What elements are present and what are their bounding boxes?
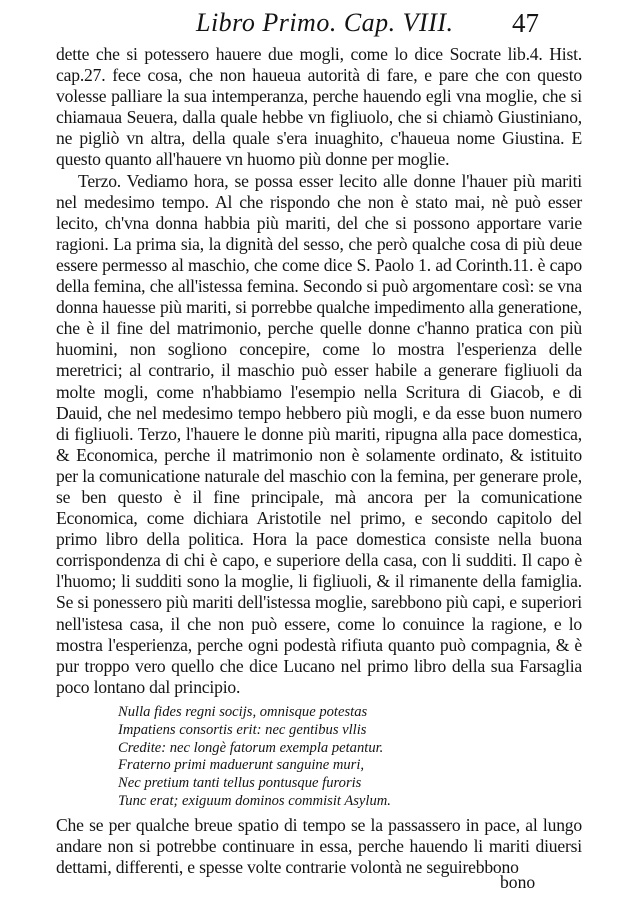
page-number: 47 bbox=[512, 8, 539, 38]
paragraph-final: Che se per qualche breue spatio di tempo se la passassero in pace, al lungo andare non si potrebbe continuare in essa, perche hauendo li mariti diuersi dettami, differenti, e spesse volte contrarie volontà ne seguirebbono bbox=[56, 814, 582, 877]
verse-line: Fraterno primi maduerunt sanguine muri, bbox=[118, 757, 365, 774]
paragraph-terzo: Terzo. Vediamo hora, se possa esser lecito alle donne l'hauer più mariti nel medesimo tempo. Al che rispondo che non è stato mai, nè può esser lecito, ch'vna donna habbia più mariti, del che si possono apportare varie ragioni. La prima sia, la dignità del sesso, che però qualche cosa di più deue essere permesso al maschio, che come dice S. Paolo 1. ad Corinth.11. è capo della femina, che all'istessa femina. Secondo si può argomentare così: se vna donna hauesse più mariti, si porrebbe qualche impedimento alla generatione, che è il fine del matrimonio, perche quelle donne c'hanno pratica con più huomini, non sogliono concepire, come lo mostra l'esperienza delle meretrici; al contrario, il maschio può esser habile a generare figliuoli da molte mogli, come n'habbiamo l'esempio nella Scritura di Giacob, e di Dauid, che nel medesimo tempo hebbero più mogli, e da esse buon numero di figliuoli. Terzo, l'hauere le donne più mariti, ripugna alla pace domestica, & Economica, perche il matrimonio non è solamente ordinato, & istituito per la comunicatione naturale del maschio con la femina, per generare prole, se ben questo è il fine principale, mà ancora per la comunicatione Economica, come dichiara Aristotile nel primo, e secondo capitolo del primo libro della politica. Hora la pace domestica consiste nella buona corrispondenza di chi è capo, e superiore della casa, con li sudditi. Il capo è l'huomo; li sudditi sono la moglie, li figliuoli, & il rimanente della famiglia. Se si ponessero più mariti dell'istessa moglie, sarebbono più capi, e superiori nell'istesa casa, il che non può essere, come lo conuince la ragione, e lo mostra l'esperienza, perche ogni podestà rifiuta quanto può compagnia, & è pur troppo vero quello che dice Lucano nel primo libro della sua Farsaglia poco lontano dal principio. bbox=[56, 170, 582, 697]
verse-line: Impatiens consortis erit: nec gentibus vllis bbox=[118, 721, 367, 738]
page-body bbox=[56, 44, 582, 878]
verse-line: Nec pretium tanti tellus pontusque furoris bbox=[118, 775, 362, 792]
verse-line: Nulla fides regni socijs, omnisque potestas bbox=[118, 703, 368, 720]
catchword: bono bbox=[500, 872, 536, 892]
running-head: Libro Primo. Cap. VIII. bbox=[196, 8, 454, 37]
paragraph-continuation: dette che si potessero hauere due mogli, come lo dice Socrate lib.4. Hist. cap.27. fece cosa, che non haueua autorità di fare, e pare che con questo volesse palliare la sua intemperanza, perche hauendo egli vna moglie, che si chiamaua Seuera, dalla quale hebbe vn figliuolo, che si chiamò Giustiniano, ne pigliò vn altra, della quale s'era inuaghito, c'haueua nome Giustina. E questo quanto all'hauere vn huomo più donne per moglie. bbox=[56, 44, 582, 170]
verse-line: Tunc erat; exiguum dominos commisit Asylum. bbox=[118, 792, 391, 809]
lucan-verse-quotation bbox=[118, 704, 582, 811]
verse-line: Credite: nec longè fatorum exempla petantur. bbox=[118, 739, 384, 756]
page-header bbox=[0, 6, 644, 40]
